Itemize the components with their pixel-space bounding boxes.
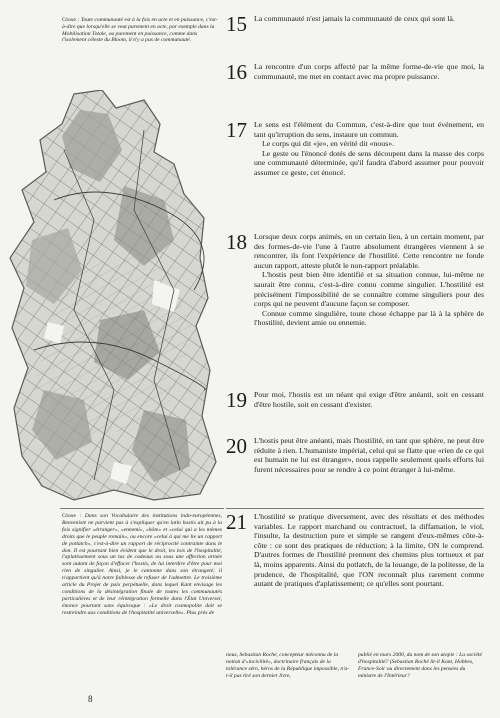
section-number: 20 (226, 434, 247, 458)
section-paragraph: Pour moi, l'hostis est un néant qui exige d'être anéanti, soit en cessant d'être hostile, soit en cessant d'exister. (254, 390, 484, 409)
section-text (254, 62, 484, 81)
section-text (254, 390, 484, 409)
gloss-label: Glose : (62, 513, 82, 519)
section-21 (226, 512, 484, 589)
section-paragraph: La rencontre d'un corps affecté par la même forme-de-vie que moi, la communauté, me met en contact avec ma propre puissance. (254, 62, 484, 81)
section-number: 15 (226, 12, 247, 36)
section-paragraph: Connue comme singulière, toute chose échappe par là à la sphère de l'hostilité, devient amie ou ennemie. (254, 308, 484, 328)
section-number: 16 (226, 60, 247, 84)
section-19 (226, 388, 484, 412)
section-number: 19 (226, 388, 247, 412)
section-text (254, 120, 484, 178)
section-17 (226, 120, 484, 178)
section-paragraph: La communauté n'est jamais la communauté de ceux qui sont là. (254, 14, 455, 23)
gloss-text: Dans son Vocabulaire des institutions indo-européennes, Benveniste ne parvient pas à s'expliquer qu'en latin hostis ait pu à la fois signifier «étranger», «ennemi», «hôte» et «celui qui a les mêmes droits que le peuple romain», ou encore «celui à qui me lie un rapport de potlatch», c'est-à-dire un rapport de réciprocité contrainte dans le don. Il est pourtant bien évident que le droit, les lois de l'hospitalité, l'aplatissement sous un tas de cadeaux ou sous une affection armée sont autant de façon d'effacer l'hostis, de lui interdire d'être pour moi rien de singulier. Ainsi, je le cantonne dans son étrangeté; il n'appartient qu'à notre faiblesse de refuser de l'admettre. Le troisième article du Projet de paix perpétuelle, dans lequel Kant envisage les conditions de la désintégration finale de toutes les communautés particulières et de leur réintégration formelle dans l'État Universel, énonce pourtant sans équivoque : «Le droit cosmopolite doit se restreindre aux conditions de l'hospitalité universelle». Plus près de (62, 513, 222, 616)
section-paragraph: L'hostis peut être anéanti, mais l'hostilité, en tant que sphère, ne peut être réduite à rien. L'humaniste impérial, celui qui se flatte que «rien de ce qui est humain ne lui est étranger», nous rappelle seulement quels efforts lui furent nécessaires pour se rendre à ce point étranger à lui-même. (254, 436, 484, 474)
section-paragraph: Le geste ou l'énoncé dotés de sens découpent dans la masse des corps une communauté déterminée, qu'il faudra d'abord assumer pour pouvoir assumer ce geste, cet énoncé. (254, 148, 484, 177)
section-number: 21 (226, 510, 247, 534)
divider-rule (60, 508, 224, 509)
gloss-label: Glose : (62, 17, 80, 23)
section-paragraph: Le corps qui dit «je», en vérité dit «nous». (262, 139, 395, 149)
section-16 (226, 60, 484, 84)
section-number: 18 (226, 230, 247, 254)
section-paragraph: L'hostilité se pratique diversement, avec des résultats et des méthodes variables. Le rapport marchand ou contractuel, la diffamation, le viol, l'insulte, la destruction pure et simple se rangent d'eux-mêmes côte-à-côte : ce sont des pratiques de réduction; à la limite, ON le comprend. D'autres formes de l'hostilité prennent des chemins plus tortueux et par là, moins apparents. Ainsi du potlatch, de la louange, de la politesse, de la prudence, de l'hospitalité, que l'ON reconnaît plus rarement comme autant de pratiques d'aplatissement; ce qu'elles sont pourtant. (254, 512, 484, 589)
section-text (254, 436, 484, 474)
footnote-middle: nous, Sebastian Roché, concepteur méconnu de la notion d'«incivilité», doctrinaire français de la tolérance zéro, héros de la République impossible, n'a-t-il pas tiré son dernier livre, (226, 652, 350, 679)
illustration-fragment (4, 90, 218, 504)
section-text (254, 14, 484, 24)
divider-rule (226, 508, 484, 509)
gloss-top (62, 17, 222, 44)
gloss-bottom (62, 513, 222, 617)
section-20 (226, 436, 484, 474)
section-number: 17 (226, 118, 247, 142)
section-15 (226, 12, 484, 36)
section-paragraph: L'hostis peut bien être identifié et sa situation connue, lui-même ne saurait être connu, c'est-à-dire connu comme singulier. L'hostilité est précisément l'impossibilité de se connaître comme singuliers pour des corps qui ne peuvent d'aucune façon se composer. (254, 270, 484, 309)
section-text (254, 232, 484, 328)
fragment-image (4, 90, 218, 504)
section-text (254, 512, 484, 589)
section-18 (226, 232, 484, 328)
gloss-text: Toute communauté est à la fois en acte et en puissance, c'est-à-dire que lorsqu'elle se veut purement en acte, par exemple dans la Mobilisation Totale, ou purement en puissance, comme dans l'isolement céleste du Bloom, il n'y a pas de communauté. (62, 17, 218, 44)
section-paragraph: Lorsque deux corps animés, en un certain lieu, à un certain moment, par des formes-de-vie l'une à l'autre absolument étrangères viennent à se rencontrer, ils font l'expérience de l'hostilité. Cette rencontre ne fonde aucun rapport, atteste plutôt le non-rapport préalable. (254, 232, 484, 270)
page-number: 8 (88, 694, 93, 704)
section-paragraph: Le sens est l'élément du Commun, c'est-à-dire que tout événement, en tant qu'irruption du sens, instaure un commun. (254, 120, 484, 139)
footnote-right: publié en mars 2000, du nom de son utopie : La société d'hospitalité? (Sebastian Roché lit-il Kant, Hobbes, France-Soir ou directement dans les pensées du ministre de l'Intérieur? (358, 652, 482, 679)
